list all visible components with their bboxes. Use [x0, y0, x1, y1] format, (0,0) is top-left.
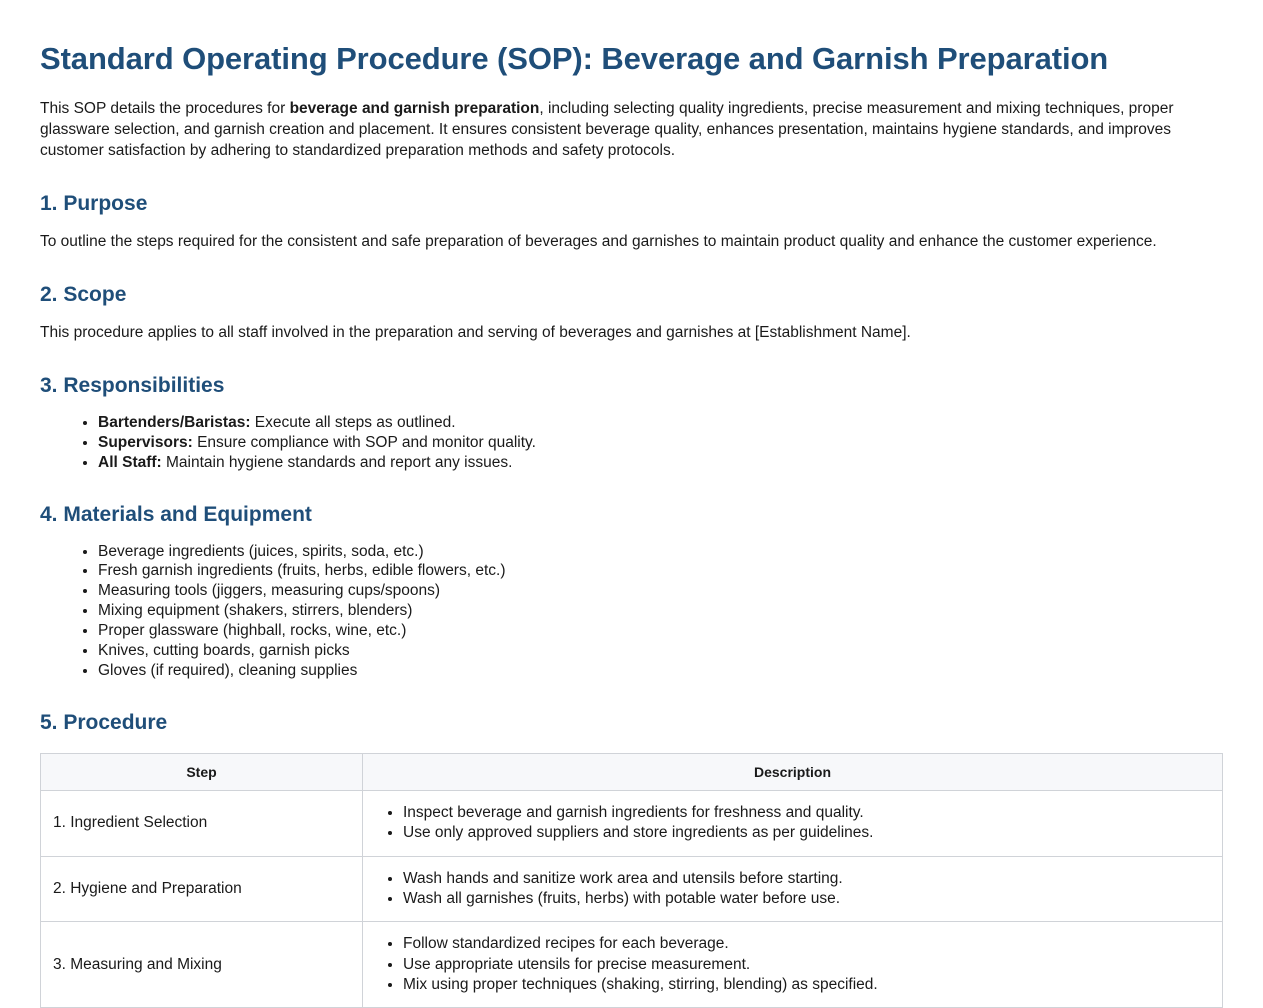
responsibility-role: All Staff:: [98, 453, 162, 471]
list-item: [98, 414, 1223, 433]
column-header-step: Step: [41, 753, 363, 790]
cell-step: 1. Ingredient Selection: [41, 790, 363, 856]
responsibility-role: Supervisors:: [98, 433, 193, 451]
section-heading-scope: 2. Scope: [40, 282, 127, 306]
list-item: • Use only approved suppliers and store ingredients as per guidelines.: [403, 823, 1210, 842]
description-list: [375, 934, 1210, 994]
cell-description: [363, 790, 1223, 856]
cell-description: [363, 922, 1223, 1008]
responsibility-text: Maintain hygiene standards and report any issues.: [161, 453, 513, 471]
responsibility-role: Bartenders/Baristas:: [98, 413, 251, 431]
list-item: • Wash all garnishes (fruits, herbs) with potable water before use.: [403, 889, 1210, 908]
responsibility-text: Execute all steps as outlined.: [250, 413, 456, 431]
list-item: • Beverage ingredients (juices, spirits, soda, etc.): [98, 543, 1223, 562]
list-item: • Mix using proper techniques (shaking, stirring, blending) as specified.: [403, 975, 1210, 994]
list-item: • Knives, cutting boards, garnish picks: [98, 642, 1223, 661]
intro-paragraph: [40, 99, 1220, 162]
description-list: [375, 869, 1210, 909]
list-item: • Wash hands and sanitize work area and utensils before starting.: [403, 869, 1210, 888]
section-heading-purpose: 1. Purpose: [40, 191, 148, 215]
list-item: • Follow standardized recipes for each beverage.: [403, 934, 1210, 953]
section-heading-procedure: 5. Procedure: [40, 710, 168, 734]
procedure-table: [40, 753, 1223, 1008]
description-list: [375, 803, 1210, 843]
table-row: [41, 790, 1223, 856]
list-item: • Gloves (if required), cleaning supplies: [98, 662, 1223, 681]
table-row: [41, 922, 1223, 1008]
list-item: • Inspect beverage and garnish ingredients for freshness and quality.: [403, 803, 1210, 822]
cell-description: [363, 856, 1223, 922]
table-row: [41, 856, 1223, 922]
list-item: • Proper glassware (highball, rocks, wine, etc.): [98, 622, 1223, 641]
materials-list: [40, 543, 1223, 681]
section-text-scope: This procedure applies to all staff involved in the preparation and serving of beverages and garnishes at [Establishment Name].: [40, 323, 911, 341]
list-item: [98, 434, 1223, 453]
list-item: • Measuring tools (jiggers, measuring cups/spoons): [98, 582, 1223, 601]
list-item: • Mixing equipment (shakers, stirrers, blenders): [98, 602, 1223, 621]
responsibility-text: Ensure compliance with SOP and monitor quality.: [192, 433, 536, 451]
intro-text-part1: This SOP details the procedures for: [40, 100, 290, 118]
section-heading-responsibilities: 3. Responsibilities: [40, 373, 225, 397]
cell-step: 2. Hygiene and Preparation: [41, 856, 363, 922]
section-heading-materials: 4. Materials and Equipment: [40, 502, 312, 526]
responsibilities-list: [40, 414, 1223, 473]
cell-step: 3. Measuring and Mixing: [41, 922, 363, 1008]
intro-emphasis: beverage and garnish preparation: [289, 100, 540, 118]
column-header-description: Description: [363, 753, 1223, 790]
section-text-purpose: To outline the steps required for the consistent and safe preparation of beverages and garnishes to maintain product quality and enhance the customer experience.: [40, 232, 1157, 250]
page-title: Standard Operating Procedure (SOP): Beverage and Garnish Preparation: [40, 41, 1109, 76]
list-item: [98, 454, 1223, 473]
table-header-row: [41, 753, 1223, 790]
intro-text-part2: , including selecting quality ingredients, precise measurement and mixing techniques, proper glassware selection, and garnish creation and placement. It ensures consistent beverage quality, enhances presentation, maintains hygiene standards, and improves customer satisfaction by adhering to standardized preparation methods and safety protocols.: [40, 100, 1174, 160]
list-item: • Fresh garnish ingredients (fruits, herbs, edible flowers, etc.): [98, 562, 1223, 581]
list-item: • Use appropriate utensils for precise measurement.: [403, 955, 1210, 974]
